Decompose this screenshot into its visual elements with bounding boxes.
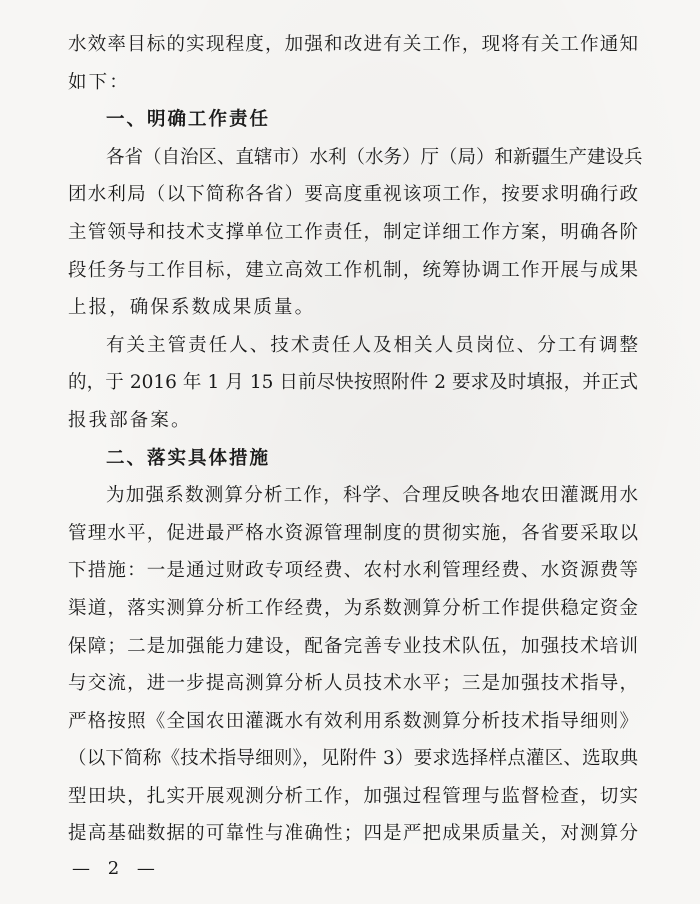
- body-line: 与交流，进一步提高测算分析人员技术水平；三是加强技术指导，: [68, 673, 638, 695]
- body-line: 段任务与工作目标，建立高效工作机制，统筹协调工作开展与成果: [68, 259, 638, 281]
- section-heading: 二、落实具体措施: [106, 447, 271, 469]
- body-line: 各省（自治区、直辖市）水利（水务）厅（局）和新疆生产建设兵: [106, 146, 643, 168]
- body-line: 水效率目标的实现程度，加强和改进有关工作，现将有关工作通知: [68, 34, 638, 55]
- body-line: 提高基础数据的可靠性与准确性；四是严把成果质量关，对测算分: [68, 823, 638, 845]
- document-body: [68, 26, 643, 853]
- body-line: 报我部备案。: [68, 409, 192, 431]
- body-line: 渠道，落实测算分析工作经费，为系数测算分析工作提供稳定资金: [68, 597, 638, 619]
- section-heading: 一、明确工作责任: [106, 109, 271, 131]
- body-line: 严格按照《全国农田灌溉水有效利用系数测算分析技术指导细则》: [68, 710, 638, 732]
- body-line: 如下：: [68, 71, 130, 93]
- body-line: 下措施：一是通过财政专项经费、农村水利管理经费、水资源费等: [68, 560, 638, 582]
- body-line: 管理水平，促进最严格水资源管理制度的贯彻实施，各省要采取以: [68, 522, 638, 544]
- body-line: 型田块，扎实开展观测分析工作，加强过程管理与监督检查，切实: [68, 785, 638, 807]
- body-line: 有关主管责任人、技术责任人及相关人员岗位、分工有调整: [106, 334, 638, 356]
- body-line: 上报，确保系数成果质量。: [68, 297, 316, 319]
- body-line: （以下简称《技术指导细则》，见附件 3）要求选择样点灌区、选取典: [68, 748, 638, 770]
- page-number: — 2 —: [72, 858, 161, 879]
- body-line: 的，于 2016 年 1 月 15 日前尽快按照附件 2 要求及时填报，并正式: [68, 372, 638, 394]
- body-line: 团水利局（以下简称各省）要高度重视该项工作，按要求明确行政: [68, 184, 638, 206]
- body-line: 为加强系数测算分析工作，科学、合理反映各地农田灌溉用水: [106, 485, 638, 507]
- body-line: 保障；二是加强能力建设，配备完善专业技术队伍，加强技术培训: [68, 635, 638, 657]
- body-line: 主管领导和技术支撑单位工作责任，制定详细工作方案，明确各阶: [68, 221, 638, 243]
